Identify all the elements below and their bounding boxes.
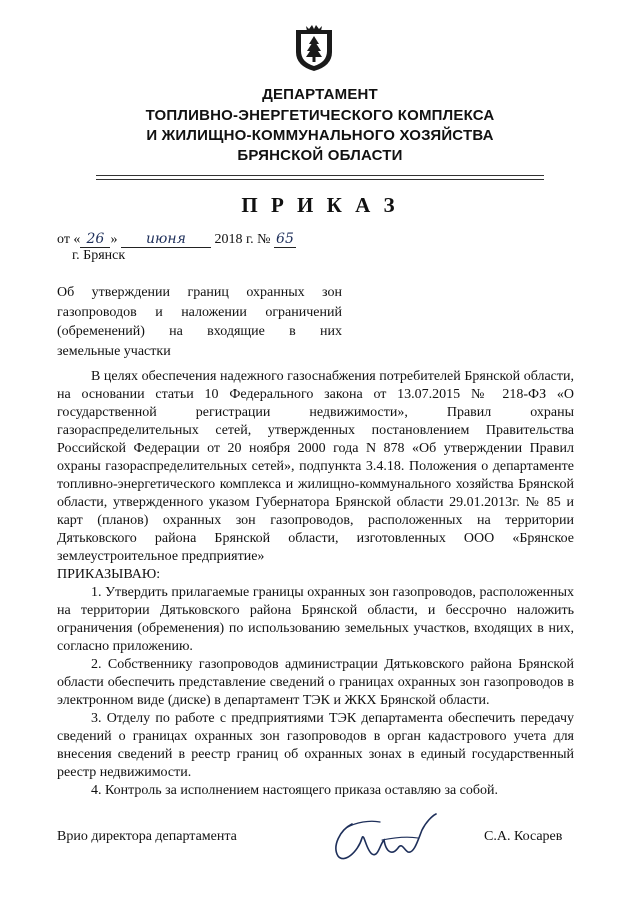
handwritten-signature	[322, 810, 440, 866]
date-month-handwritten: июня	[121, 231, 211, 248]
document-title: П Р И К А З	[241, 193, 399, 217]
department-name-line-4: БРЯНСКОЙ ОБЛАСТИ	[237, 147, 403, 164]
signatory-name: С.А. Косарев	[484, 829, 563, 844]
order-number-label: №	[257, 232, 271, 247]
department-name-line-1: ДЕПАРТАМЕНТ	[262, 86, 378, 103]
date-day-handwritten: 26	[80, 231, 110, 248]
department-name-line-3: И ЖИЛИЩНО-КОММУНАЛЬНОГО ХОЗЯЙСТВА	[146, 127, 494, 144]
order-number-handwritten: 65	[274, 231, 296, 248]
order-item-4: 4. Контроль за исполнением настоящего приказа оставляю за собой.	[91, 783, 499, 798]
subject-line: газопроводов и наложении ограничений	[57, 304, 342, 320]
coat-of-arms-icon	[292, 24, 336, 72]
order-directive-word: ПРИКАЗЫВАЮ:	[57, 567, 161, 582]
header-divider-bottom	[96, 179, 544, 180]
date-quote-close: »	[110, 232, 118, 247]
subject-line: земельные участки	[57, 343, 171, 359]
department-name-line-2: ТОПЛИВНО-ЭНЕРГЕТИЧЕСКОГО КОМПЛЕКСА	[145, 107, 495, 124]
date-number-line	[57, 231, 296, 248]
order-item-2: 2. Собственнику газопроводов администрации Дятьковского района Брянской области обеспечить представление сведений о границах охранных зон газопроводов в электронном виде (диске) в департамент ТЭК и ЖКХ Брянской области.	[57, 657, 574, 708]
order-item-1: 1. Утвердить прилагаемые границы охранных зон газопроводов, расположенных на территории Дятьковского района Брянской области, и бессрочно наложить ограничения (обременения) по использованию земельных участков, входящих в них, согласно приложению.	[57, 585, 574, 654]
date-year: 2018 г.	[214, 232, 254, 247]
order-item-3: 3. Отделу по работе с предприятиями ТЭК департамента обеспечить передачу сведений о границах охранных зон газопроводов в орган кадастрового учета для внесения сведений в реестр границ об охранных зонах в единый государственный реестр недвижимости.	[57, 711, 574, 780]
order-body	[57, 368, 574, 800]
issue-city: г. Брянск	[72, 248, 126, 263]
preamble-paragraph: В целях обеспечения надежного газоснабжения потребителей Брянской области, на основании статьи 10 Федерального закона от 13.07.2015 № 218-ФЗ «О государственной регистрации недвижимости», Правил охраны газораспределительных сетей, утвержденных постановлением Правительства Российской Федерации от 20 ноября 2000 года N 878 «Об утверждении Правил охраны газораспределительных сетей», подпункта 3.4.18. Положения о департаменте топливно-энергетического комплекса и жилищно-коммунального хозяйства Брянской области, утвержденного указом Губернатора Брянской области 29.01.2013г. № 85 и карт (планов) охранных зон газопроводов, расположенных на территории Дятьковского района Брянской области, изготовленных ООО «Брянское землеустроительное предприятие»	[57, 369, 574, 564]
date-prefix: от «	[57, 232, 81, 247]
header-divider-top	[96, 175, 544, 176]
signatory-role: Врио директора департамента	[57, 829, 237, 844]
subject-line: (обременений) на входящие в них	[57, 324, 342, 339]
subject-line: Об утверждении границ охранных зон	[57, 285, 342, 300]
order-subject	[57, 283, 342, 361]
